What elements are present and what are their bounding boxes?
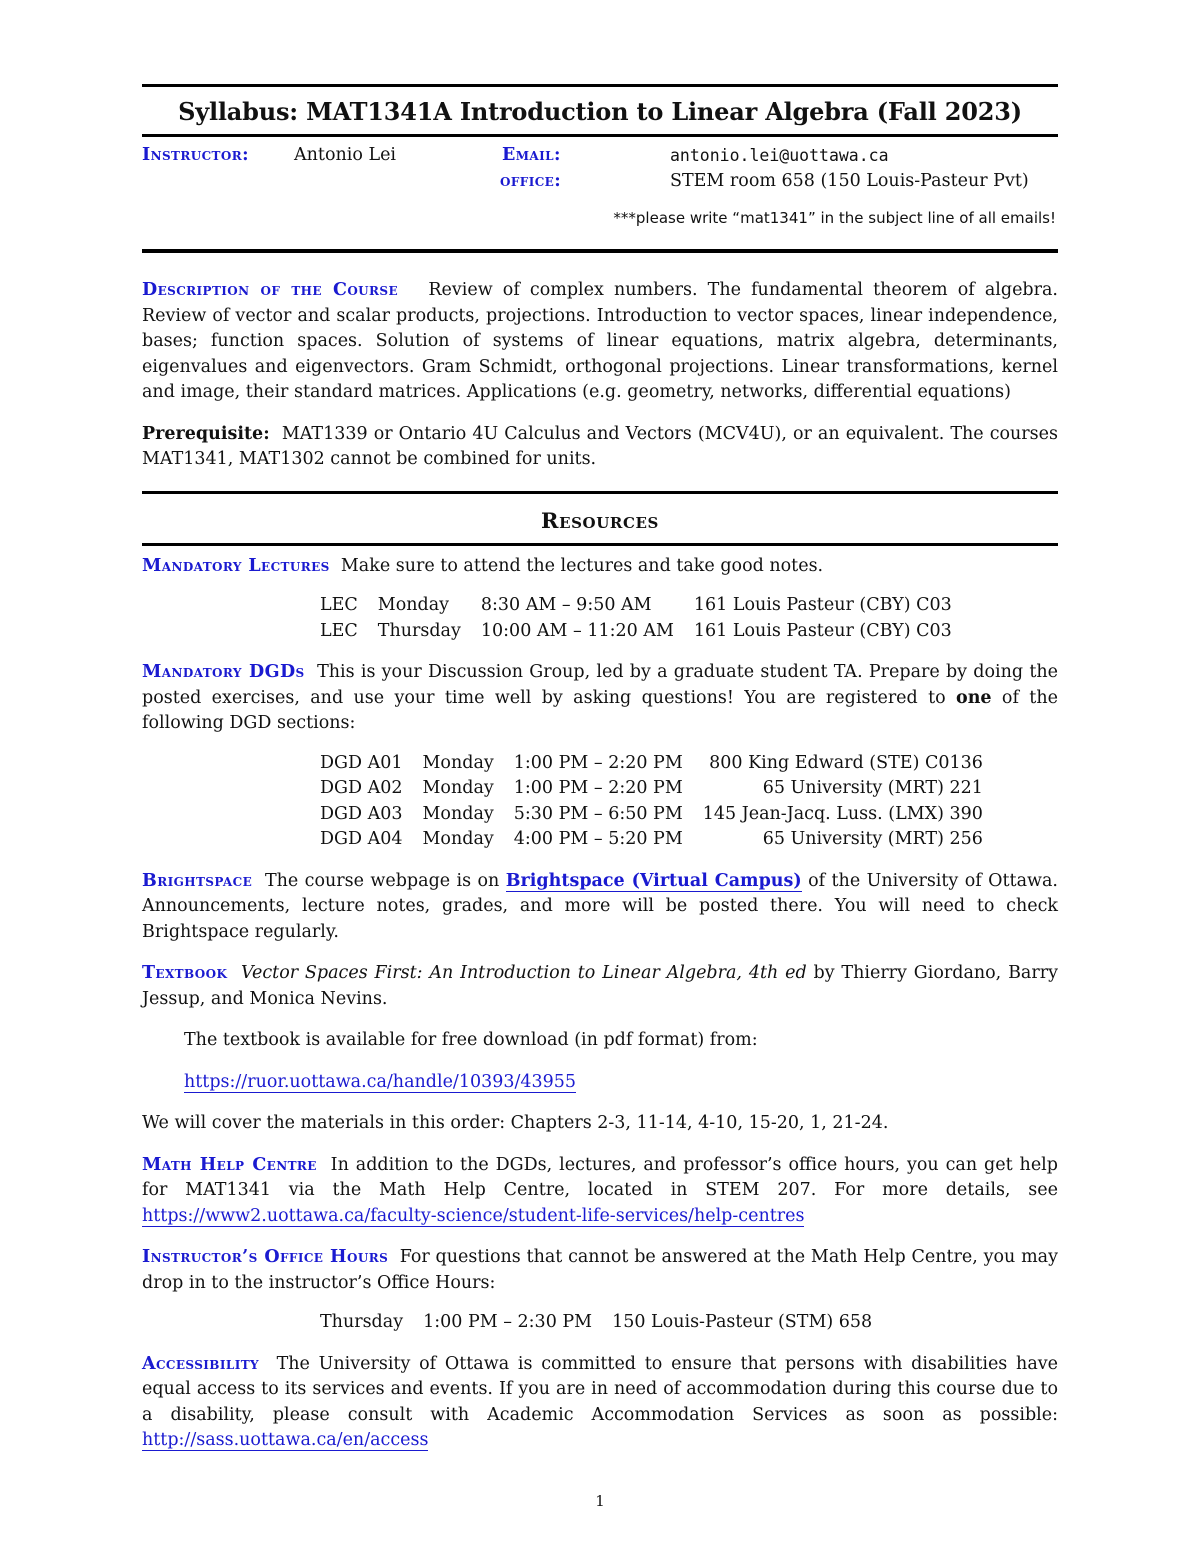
textbook-download: The textbook is available for free download (in pdf format) from:	[184, 1030, 758, 1050]
office-hours-section	[142, 1245, 1058, 1296]
description-heading: Description of the Course	[142, 280, 399, 300]
email-value[interactable]: antonio.lei@uottawa.ca	[670, 146, 889, 165]
dgd-table	[310, 751, 993, 853]
accessibility-heading: Accessibility	[142, 1353, 260, 1374]
instructor-label: Instructor:	[142, 145, 249, 165]
table-row	[310, 802, 993, 828]
textbook-url[interactable]: https://ruor.uottawa.ca/handle/10393/43955	[184, 1071, 577, 1092]
brightspace-section	[142, 869, 1058, 946]
lec-type: LEC	[320, 595, 358, 615]
table-row	[310, 619, 962, 645]
lecture-table	[310, 593, 962, 644]
lec-room: 161 Louis Pasteur (CBY) C03	[693, 595, 952, 615]
dgd-day: Monday	[422, 829, 494, 849]
lectures-heading: Mandatory Lectures	[142, 555, 330, 576]
brightspace-text-before: The course webpage is on	[264, 870, 500, 891]
dgd-heading: Mandatory DGDs	[142, 662, 305, 682]
dgd-time: 1:00 PM – 2:20 PM	[513, 778, 683, 798]
page-title: Syllabus: MAT1341A Introduction to Linear Algebra (Fall 2023)	[178, 97, 1022, 126]
oh-day: Thursday	[320, 1312, 404, 1332]
chapter-order: We will cover the materials in this order: Chapters 2-3, 11-14, 4-10, 15-20, 1, 21-24.	[142, 1113, 889, 1133]
top-rule	[142, 84, 1058, 87]
dgd-room: 145 Jean-Jacq. Luss. (LMX) 390	[702, 803, 983, 824]
dgd-code: DGD A01	[320, 752, 403, 773]
lectures-section	[142, 554, 1058, 580]
accessibility-url[interactable]: http://sass.uottawa.ca/en/access	[142, 1430, 429, 1450]
office-value: STEM room 658 (150 Louis-Pasteur Pvt)	[670, 171, 1029, 191]
page-number: 1	[595, 1492, 605, 1510]
header-bottom-rule	[142, 249, 1058, 253]
dgd-room: 65 University (MRT) 256	[762, 829, 983, 849]
title-rule	[142, 134, 1058, 137]
dgd-room: 65 University (MRT) 221	[762, 778, 983, 798]
prereq-label: Prerequisite:	[142, 423, 270, 444]
table-row	[310, 827, 993, 853]
textbook-authors: by Thierry Giordano, Barry Jessup, and Monica Nevins.	[142, 963, 1058, 1009]
syllabus-page	[142, 84, 1058, 1454]
help-centre-url[interactable]: https://www2.uottawa.ca/faculty-science/student-life-services/help-centres	[142, 1205, 805, 1226]
prerequisite	[142, 422, 1058, 473]
lec-time: 10:00 AM – 11:20 AM	[480, 620, 674, 641]
dgd-day: Monday	[422, 752, 494, 773]
help-centre-text: In addition to the DGDs, lectures, and professor’s office hours, you can get help for MAT1341 via the Math Help Centre, located in STEM 207. For more details, see	[142, 1154, 1058, 1200]
office-hours-table	[310, 1310, 882, 1336]
office-hours-text: For questions that cannot be answered at the Math Help Centre, you may drop in to the instructor’s Office Hours:	[142, 1247, 1058, 1293]
accessibility-section	[142, 1352, 1058, 1454]
lec-day: Monday	[377, 595, 450, 615]
description-text: Review of complex numbers. The fundamental theorem of algebra. Review of vector and scalar products, projections. Introduction to vector spaces, linear independence, bases; function spaces. Solution of systems of linear equations, matrix algebra, determinants, eigenvalues and eigenvectors. Gram Schmidt, orthogonal projections. Linear transformations, kernel and image, their standard matrices. Applications (e.g. geometry, networks, differential equations)	[142, 280, 1058, 402]
textbook-heading: Textbook	[142, 963, 228, 983]
table-row	[310, 776, 993, 802]
lec-type: LEC	[320, 620, 358, 641]
email-label: Email:	[502, 145, 561, 165]
dgd-time: 1:00 PM – 2:20 PM	[513, 752, 683, 773]
dgd-time: 5:30 PM – 6:50 PM	[513, 803, 683, 824]
dgd-text-before: This is your Discussion Group, led by a graduate student TA. Prepare by doing the posted exercises, and use your time well by asking questions! You are registered to	[142, 662, 1058, 708]
help-centre-heading: Math Help Centre	[142, 1154, 317, 1175]
brightspace-text-after: of the University of Ottawa. Announcements, lecture notes, grades, and more will be posted there. You will need to check Brightspace regularly.	[142, 870, 1058, 942]
textbook-section	[142, 961, 1058, 1012]
textbook-url-line	[142, 1070, 1058, 1096]
dgd-code: DGD A04	[320, 829, 403, 849]
help-centre-section	[142, 1153, 1058, 1230]
table-row	[310, 1310, 882, 1336]
dgd-time: 4:00 PM – 5:20 PM	[513, 829, 683, 849]
resources-top-rule	[142, 491, 1058, 494]
textbook-title: Vector Spaces First: An Introduction to Linear Algebra, 4th ed	[240, 963, 807, 983]
dgd-section	[142, 660, 1058, 737]
lec-room: 161 Louis Pasteur (CBY) C03	[693, 620, 952, 641]
dgd-code: DGD A02	[320, 778, 403, 798]
contact-block	[142, 143, 1058, 249]
dgd-room: 800 King Edward (STE) C0136	[709, 752, 983, 773]
resources-bottom-rule	[142, 543, 1058, 546]
brightspace-heading: Brightspace	[142, 870, 253, 891]
course-description	[142, 278, 1058, 406]
lec-day: Thursday	[377, 620, 461, 641]
dgd-text-after: of the following DGD sections:	[142, 687, 1058, 733]
office-label: office:	[500, 171, 562, 191]
lec-time: 8:30 AM – 9:50 AM	[480, 595, 652, 615]
accessibility-text: The University of Ottawa is committed to ensure that persons with disabilities have equal access to its services and events. If you are in need of accommodation during this course due to a disability, please consult with Academic Accommodation Services as soon as possible:	[142, 1353, 1058, 1425]
instructor-name: Antonio Lei	[294, 145, 397, 165]
dgd-text-bold: one	[956, 687, 992, 708]
dgd-day: Monday	[422, 778, 494, 798]
table-row	[310, 751, 993, 777]
email-note: ***please write “mat1341” in the subject line of all emails!	[613, 209, 1056, 227]
table-row	[310, 593, 962, 619]
oh-time: 1:00 PM – 2:30 PM	[423, 1312, 593, 1332]
lectures-text: Make sure to attend the lectures and take good notes.	[340, 555, 824, 576]
prereq-text: MAT1339 or Ontario 4U Calculus and Vectors (MCV4U), or an equivalent. The courses MAT1341, MAT1302 cannot be combined for units.	[142, 423, 1058, 469]
oh-room: 150 Louis-Pasteur (STM) 658	[612, 1312, 873, 1332]
dgd-day: Monday	[422, 803, 494, 824]
dgd-code: DGD A03	[320, 803, 403, 824]
brightspace-link[interactable]: Brightspace (Virtual Campus)	[505, 870, 802, 891]
office-hours-heading: Instructor’s Office Hours	[142, 1247, 389, 1267]
resources-heading: Resources	[541, 507, 659, 533]
